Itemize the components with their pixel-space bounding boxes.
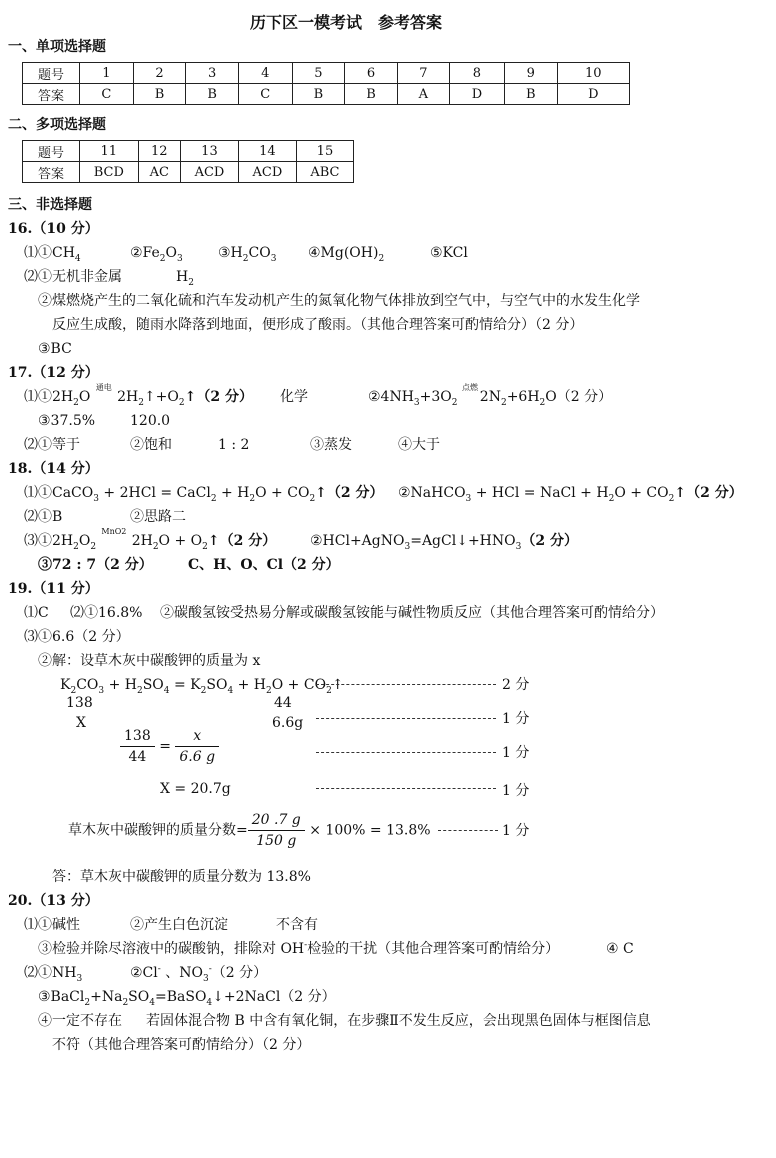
row-label: 题号: [23, 141, 80, 162]
q20-line3b: ②Cl- 、$NO_3^-(2$ 分）: [130, 964, 268, 984]
table-row: [23, 63, 630, 84]
q19-line1b: ⑵①16.8%: [70, 605, 143, 621]
score-5: 1 分: [502, 823, 530, 839]
q18-line4a: ③72 : 7（2 分）: [38, 557, 153, 573]
q20-line1b: ②产生白色沉淀: [130, 917, 228, 933]
answer-cell: AC: [138, 162, 180, 183]
q16-answer-2: $②Fe_2O_3$: [130, 245, 183, 264]
mass-co2: 6.6g: [272, 715, 304, 731]
row-label: 答案: [23, 84, 80, 105]
mass-fraction-line: 草木灰中碳酸钾的质量分数= $\frac{20 .7 g}{150 g}$ × 100% = 13.8%: [68, 812, 431, 849]
answer-cell: C: [80, 84, 134, 105]
result-x: X = 20.7g: [160, 781, 231, 797]
q20-line2c: ④ C: [606, 941, 634, 957]
answer-cell: B: [292, 84, 345, 105]
reaction-arrow: MnO2: [101, 527, 127, 536]
reaction-arrow: 点燃: [461, 383, 478, 392]
q18-line2b: ②思路二: [130, 509, 186, 525]
q17-line3a: ⑵①等于: [24, 437, 80, 453]
q16-answer-3: $③H_2CO_3$: [218, 245, 277, 264]
question-number: 11: [80, 141, 139, 162]
answer-cell: BCD: [80, 162, 139, 183]
q20-line6: 不符（其他合理答案可酌情给分）（2 分）: [52, 1037, 311, 1053]
answer-cell: D: [449, 84, 504, 105]
single-choice-table: [22, 62, 630, 105]
question-number: 8: [449, 63, 504, 84]
answer-cell: ACD: [180, 162, 238, 183]
dash-leader: [316, 788, 496, 789]
q18-line2a: ⑵①B: [24, 509, 63, 525]
fraction-left: $\frac{138}{44}$: [120, 726, 155, 767]
page-title: 历下区一模考试 参考答案: [250, 13, 443, 32]
question-number: 2: [133, 63, 186, 84]
answer-cell: B: [133, 84, 186, 105]
q16-answer-5: ⑤KCl: [430, 245, 468, 261]
q16-part2-h2: $H_2$: [176, 269, 194, 288]
q17-line1a: $⑴①2H_2O$ 通电 $2H_2↑+O_2↑(2$ 分）: [24, 383, 253, 408]
molar-mass-k2co3: 138: [66, 695, 93, 711]
question-number: 1: [80, 63, 134, 84]
molar-mass-co2: 44: [274, 695, 292, 711]
q19-line1c: ②碳酸氢铵受热易分解或碳酸氢铵能与碱性物质反应（其他合理答案可酌情给分）: [160, 605, 664, 621]
question-number: 15: [296, 141, 353, 162]
question-number: 6: [345, 63, 398, 84]
q20-line5b: 若固体混合物 B 中含有氧化铜，在步骤Ⅱ不发生反应，会出现黑色固体与框图信息: [146, 1013, 651, 1029]
table-row: [23, 162, 354, 183]
question-number: 14: [238, 141, 296, 162]
question-number: 12: [138, 141, 180, 162]
answer-cell: ABC: [296, 162, 353, 183]
question-number: 7: [397, 63, 449, 84]
answer-cell: C: [238, 84, 292, 105]
answer-cell: B: [345, 84, 398, 105]
q18-line1b: ②NaHCO$_3$ + HCl = NaCl + $H_2O$ + $CO_2↑(2$ 分）: [398, 485, 743, 504]
q18-line3b: $②HCl+AgNO_3=AgCl↓+HNO_3(2$ 分）: [310, 533, 578, 552]
question-number: 3: [186, 63, 239, 84]
dash-leader: [316, 752, 496, 753]
q17-line3c: 1 : 2: [218, 437, 250, 453]
row-label: 答案: [23, 162, 80, 183]
answer-cell: ACD: [238, 162, 296, 183]
answer-cell: B: [504, 84, 557, 105]
q17-line2a: ③37.5%: [38, 413, 96, 429]
table-row: [23, 84, 630, 105]
question-number: 10: [557, 63, 629, 84]
q18-heading: 18.（14 分）: [8, 461, 99, 477]
q16-part2-2-line2: 反应生成酸，随雨水降落到地面，便形成了酸雨。（其他合理答案可酌情给分）（2 分）: [52, 317, 584, 333]
q20-line3a: $⑵①NH_3$: [24, 965, 83, 984]
q16-answer-1: $⑴①CH_4$: [24, 245, 81, 264]
q19-line1a: ⑴C: [24, 605, 49, 621]
fraction-right: $\frac{x}{6.6 g}$: [175, 726, 219, 767]
q17-heading: 17.（12 分）: [8, 365, 99, 381]
q19-line2: ⑶①6.6（2 分）: [24, 629, 130, 645]
table-row: [23, 141, 354, 162]
q19-equation: $K_2CO_3 + H_2SO_4 = K_2SO_4 + H_2O$ + $CO_2↑$: [60, 677, 344, 696]
q17-line1b: $②4NH_3+3O_2$ 点燃 $2N_2+6H_2O(2$ 分）: [368, 383, 613, 408]
score-4: 1 分: [502, 783, 530, 799]
score-1: 2 分: [502, 677, 530, 693]
q19-conclusion: 答：草木灰中碳酸钾的质量分数为 13.8%: [52, 869, 311, 885]
q16-heading: 16.（10 分）: [8, 221, 99, 237]
reaction-arrow: 通电: [95, 383, 112, 392]
q18-line4b: C、H、O、Cl（2 分）: [188, 557, 340, 573]
section2-heading: 二、多项选择题: [8, 117, 106, 133]
dash-leader: [316, 684, 496, 685]
q17-line3b: ②饱和: [130, 437, 172, 453]
proportion: $\frac{138}{44}$ = $\frac{x}{6.6 g}$: [120, 726, 219, 767]
q20-line5a: ④一定不存在: [38, 1013, 122, 1029]
q20-line4: $③BaCl_2+Na_2SO_4=BaSO_4↓+2NaCl(2$ 分）: [38, 989, 336, 1008]
multi-choice-table: [22, 140, 354, 183]
row-label: 题号: [23, 63, 80, 84]
q20-heading: 20.（13 分）: [8, 893, 99, 909]
question-number: 13: [180, 141, 238, 162]
question-number: 4: [238, 63, 292, 84]
q16-part2-1: ⑵①无机非金属: [24, 269, 122, 285]
fraction-percent: $\frac{20 .7 g}{150 g}$: [248, 810, 305, 851]
section1-heading: 一、单项选择题: [8, 39, 106, 55]
section3-heading: 三、非选择题: [8, 197, 92, 213]
q16-part2-2-line1: ②煤燃烧产生的二氧化硫和汽车发动机产生的氮氧化物气体排放到空气中，与空气中的水发生化学: [38, 293, 640, 309]
q17-line2b: 120.0: [130, 413, 171, 429]
answer-cell: A: [397, 84, 449, 105]
q20-line2: ③检验并除尽溶液中的碳酸钠，排除对 OH-检验的干扰（其他合理答案可酌情给分）: [38, 940, 560, 957]
q17-line1-chem: 化学: [280, 389, 308, 405]
q16-answer-4: $④Mg(OH)_2$: [308, 245, 385, 264]
score-2: 1 分: [502, 711, 530, 727]
q18-line1a: ⑴①CaCO$_3$ + 2HCl = CaCl$_2$ + $H_2O$ + $CO_2↑(2$ 分）: [24, 485, 384, 504]
q19-line3: ②解：设草木灰中碳酸钾的质量为 x: [38, 653, 261, 669]
answer-cell: D: [557, 84, 629, 105]
q16-part2-3: ③BC: [38, 341, 72, 357]
unknown-x: X: [76, 715, 86, 731]
answer-cell: B: [186, 84, 239, 105]
q18-line3a: $⑶①2H_2O_2$ MnO2 $2H_2O$ + $O_2↑(2$ 分）: [24, 527, 277, 552]
question-number: 9: [504, 63, 557, 84]
q20-line1c: 不含有: [276, 917, 318, 933]
q17-line3d: ③蒸发: [310, 437, 352, 453]
dash-leader: [316, 718, 496, 719]
question-number: 5: [292, 63, 345, 84]
q20-line1a: ⑴①碱性: [24, 917, 80, 933]
score-3: 1 分: [502, 745, 530, 761]
q19-heading: 19.（11 分）: [8, 581, 99, 597]
dash-leader: [438, 830, 498, 831]
q17-line3e: ④大于: [398, 437, 440, 453]
